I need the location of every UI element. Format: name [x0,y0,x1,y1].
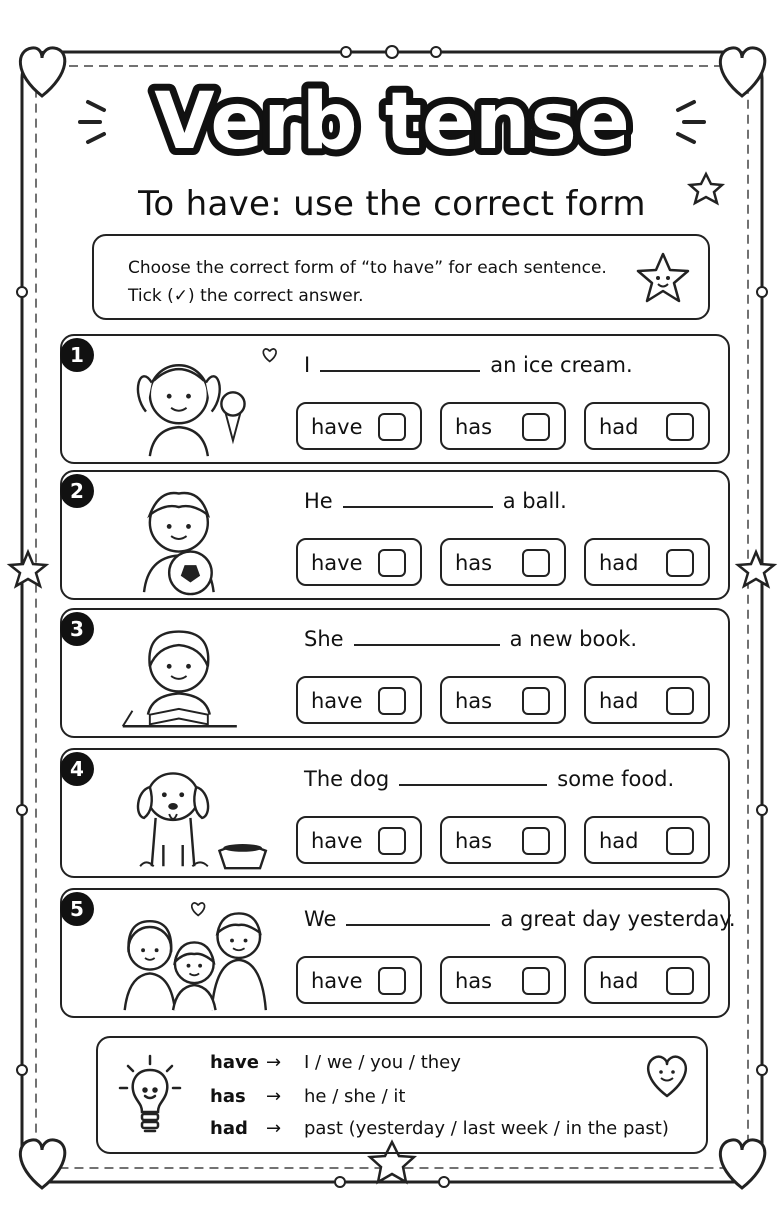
tick-checkbox[interactable] [522,687,550,715]
rule-subjects: past (yesterday / last week / in the past) [304,1118,669,1139]
instruction-line-2: Tick (✓) the correct answer. [128,286,364,306]
option-label: had [599,969,639,993]
answer-blank [320,352,480,372]
sentence-end: an ice cream. [490,353,633,377]
option-have[interactable] [296,956,422,1004]
option-has[interactable] [440,676,566,724]
question-sentence [304,906,736,931]
smiling-star-icon [634,250,692,308]
sentence-start: The dog [304,767,390,791]
answer-blank [399,766,547,786]
option-label: had [599,415,639,439]
option-has[interactable] [440,816,566,864]
sentence-start: He [304,489,333,513]
tick-checkbox[interactable] [666,413,694,441]
tick-checkbox[interactable] [666,967,694,995]
question-card [60,888,736,1018]
rule-row [210,1086,405,1107]
sentence-start: I [304,353,311,377]
option-label: has [455,969,493,993]
answer-options [296,676,716,726]
tick-checkbox[interactable] [378,967,406,995]
subtitle: To have: use the correct form [138,184,646,224]
option-label: had [599,829,639,853]
answer-options [296,402,716,452]
option-has[interactable] [440,538,566,586]
tick-checkbox[interactable] [666,549,694,577]
question-number: 4 [60,752,94,786]
option-had[interactable] [584,402,710,450]
instruction-line-1: Choose the correct form of “to have” for each sentence. [128,258,607,278]
question-number: 5 [60,892,94,926]
svg-text:Verb tense: Verb tense [154,77,630,167]
option-label: has [455,689,493,713]
answer-blank [346,906,490,926]
option-has[interactable] [440,956,566,1004]
sentence-end: a new book. [509,627,638,651]
page-title [0,72,784,172]
answer-blank [354,626,500,646]
option-label: had [599,551,639,575]
question-card [60,748,730,878]
tick-checkbox[interactable] [378,687,406,715]
tick-checkbox[interactable] [378,549,406,577]
question-sentence [304,352,633,377]
option-have[interactable] [296,538,422,586]
rule-verb: had [210,1118,248,1139]
arrow-icon: → [266,1086,282,1107]
rule-subjects: he / she / it [304,1086,406,1107]
girl-with-ice-cream-icon [108,344,298,460]
answer-blank [343,488,493,508]
tick-checkbox[interactable] [666,827,694,855]
smiling-heart-icon [642,1052,692,1098]
answer-options [296,816,716,866]
star-icon [738,552,774,586]
option-had[interactable] [584,956,710,1004]
sentence-start: We [304,907,337,931]
option-label: had [599,689,639,713]
option-have[interactable] [296,402,422,450]
option-have[interactable] [296,676,422,724]
question-card [60,608,730,738]
tick-checkbox[interactable] [522,967,550,995]
family-icon [108,898,298,1014]
arrow-icon: → [266,1052,282,1073]
option-have[interactable] [296,816,422,864]
option-label: has [455,551,493,575]
sentence-end: a great day yesterday. [500,907,736,931]
rule-verb: has [210,1086,246,1107]
rule-subjects: I / we / you / they [304,1052,461,1073]
option-had[interactable] [584,676,710,724]
tick-checkbox[interactable] [666,687,694,715]
option-label: have [311,689,363,713]
option-label: have [311,969,363,993]
question-number: 3 [60,612,94,646]
sentence-start: She [304,627,344,651]
question-number: 1 [60,338,94,372]
question-number: 2 [60,474,94,508]
arrow-icon: → [266,1118,282,1139]
tick-checkbox[interactable] [378,413,406,441]
boy-with-ball-icon [108,480,298,596]
answer-options [296,538,716,588]
question-card [60,470,730,600]
question-card [60,334,730,464]
option-had[interactable] [584,538,710,586]
sentence-end: some food. [557,767,675,791]
option-label: has [455,415,493,439]
tick-checkbox[interactable] [378,827,406,855]
tick-checkbox[interactable] [522,413,550,441]
option-label: have [311,551,363,575]
question-sentence [304,626,637,651]
option-label: have [311,415,363,439]
rule-row [210,1118,669,1139]
answer-options [296,956,716,1006]
dog-with-food-bowl-icon [108,758,298,874]
option-label: has [455,829,493,853]
option-has[interactable] [440,402,566,450]
question-sentence [304,766,674,791]
lightbulb-icon [118,1054,182,1138]
option-had[interactable] [584,816,710,864]
tick-checkbox[interactable] [522,549,550,577]
sentence-end: a ball. [502,489,567,513]
star-icon [10,552,46,586]
instructions-box [92,234,710,320]
rule-verb: have [210,1052,259,1073]
option-label: have [311,829,363,853]
tick-checkbox[interactable] [522,827,550,855]
girl-reading-book-icon [108,618,298,734]
question-sentence [304,488,567,513]
rules-box [96,1036,708,1154]
rule-row [210,1052,461,1073]
